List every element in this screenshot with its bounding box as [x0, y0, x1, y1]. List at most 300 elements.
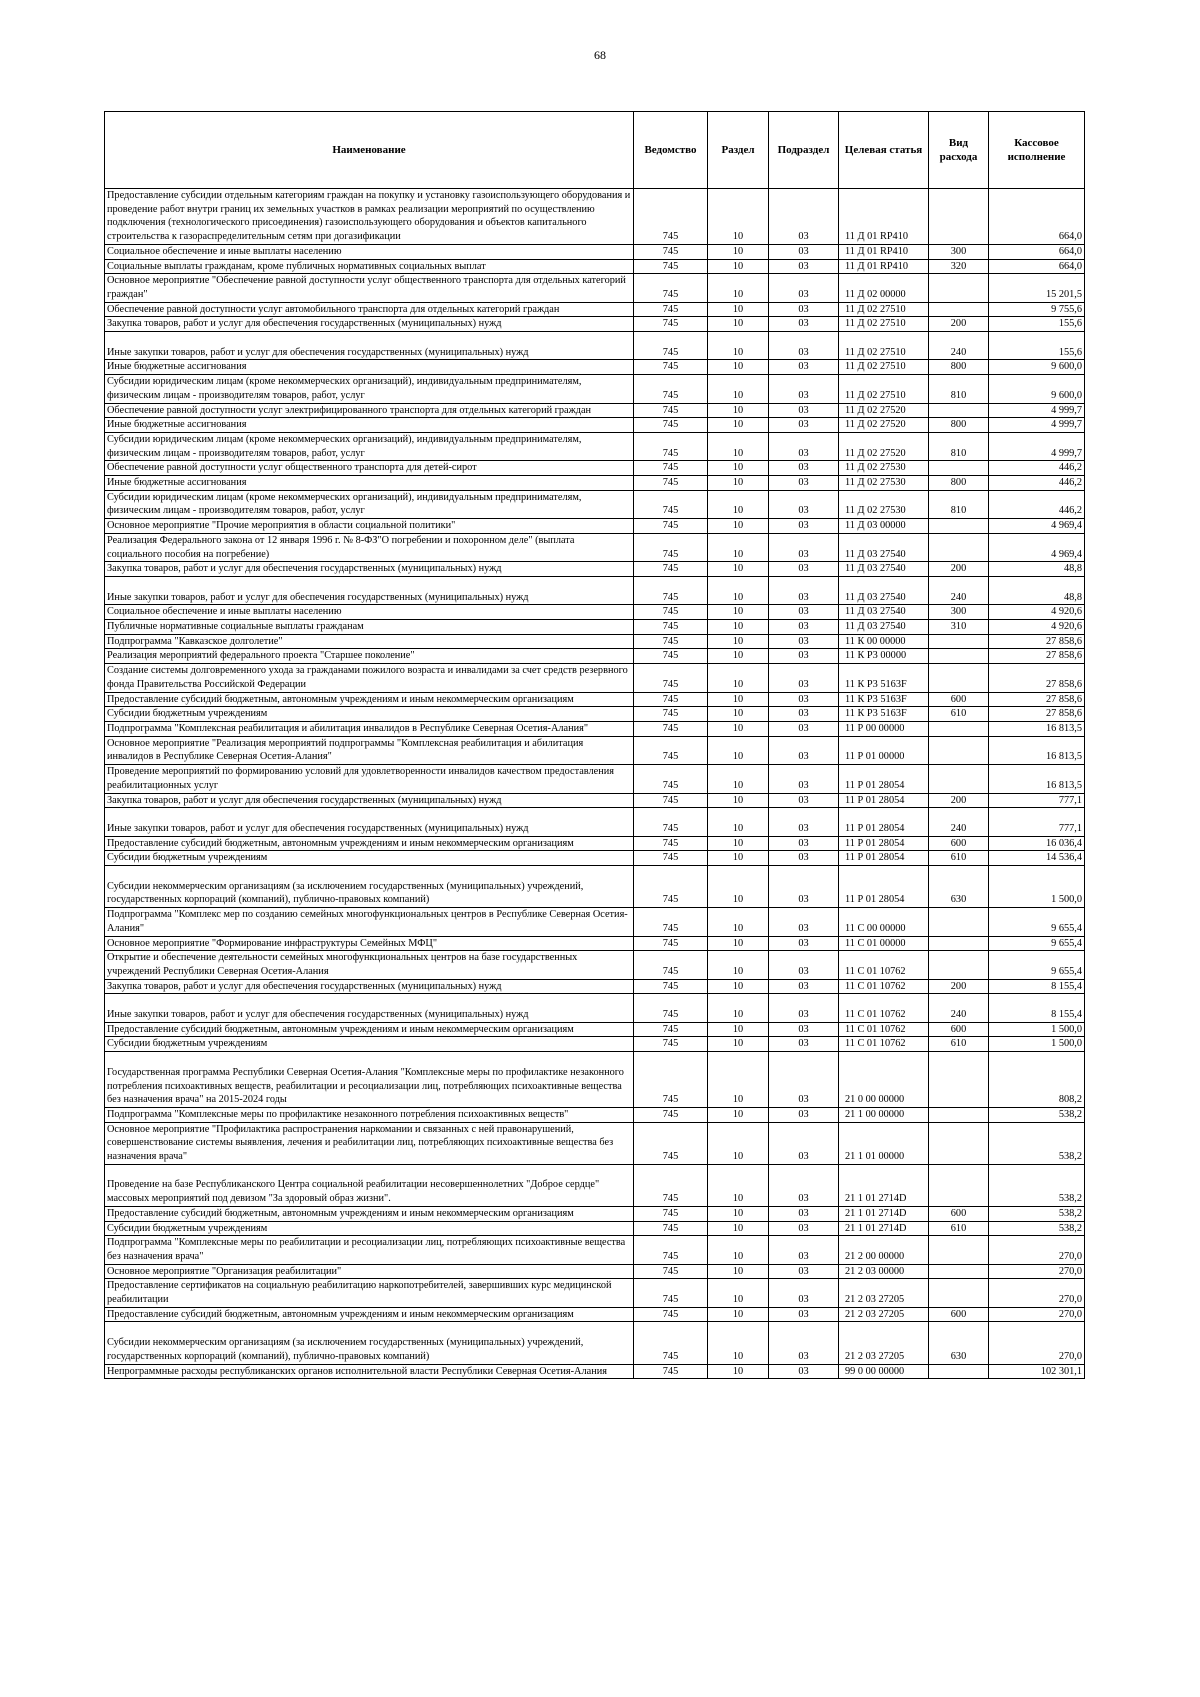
row-amount-cell: 48,8 [989, 576, 1085, 604]
row-expense-type-cell [929, 1236, 989, 1264]
row-amount-cell: 270,0 [989, 1322, 1085, 1364]
row-target-cell: 11 Д 02 27510 [839, 302, 929, 317]
row-expense-type-cell: 240 [929, 576, 989, 604]
row-section-cell: 10 [708, 1279, 769, 1307]
table-row [105, 707, 1085, 722]
row-expense-type-cell [929, 1264, 989, 1279]
row-target-cell: 11 С 00 00000 [839, 908, 929, 936]
row-name-cell: Субсидии бюджетным учреждениям [105, 1221, 634, 1236]
row-name-cell: Основное мероприятие "Организация реабилитации" [105, 1264, 634, 1279]
table-row [105, 332, 1085, 360]
row-target-cell: 21 2 03 27205 [839, 1322, 929, 1364]
table-row [105, 1037, 1085, 1052]
row-section-cell: 10 [708, 259, 769, 274]
row-subsection-cell: 03 [769, 1122, 839, 1164]
row-name-cell: Иные бюджетные ассигнования [105, 476, 634, 491]
table-row [105, 1236, 1085, 1264]
table-row [105, 274, 1085, 302]
row-subsection-cell: 03 [769, 375, 839, 403]
row-amount-cell: 4 969,4 [989, 533, 1085, 561]
table-row [105, 649, 1085, 664]
row-section-cell: 10 [708, 1022, 769, 1037]
row-dept-cell: 745 [634, 476, 708, 491]
row-amount-cell: 4 999,7 [989, 403, 1085, 418]
table-row [105, 634, 1085, 649]
row-expense-type-cell: 600 [929, 836, 989, 851]
row-dept-cell: 745 [634, 836, 708, 851]
row-name-cell: Непрограммные расходы республиканских органов исполнительной власти Республики Северная Осетия-Алания [105, 1364, 634, 1379]
row-section-cell: 10 [708, 533, 769, 561]
row-amount-cell: 4 999,7 [989, 418, 1085, 433]
row-name-cell: Открытие и обеспечение деятельности семейных многофункциональных центров на базе государственных учреждений Республики Северная Осетия-Алания [105, 951, 634, 979]
row-dept-cell: 745 [634, 461, 708, 476]
row-subsection-cell: 03 [769, 432, 839, 460]
row-amount-cell: 16 036,4 [989, 836, 1085, 851]
row-target-cell: 11 Р 01 28054 [839, 851, 929, 866]
row-expense-type-cell: 810 [929, 432, 989, 460]
row-expense-type-cell [929, 951, 989, 979]
row-dept-cell: 745 [634, 936, 708, 951]
row-expense-type-cell [929, 649, 989, 664]
row-section-cell: 10 [708, 1164, 769, 1206]
header-subsection: Подраздел [769, 112, 839, 189]
row-name-cell: Проведение на базе Республиканского Центра социальной реабилитации несовершеннолетних "Доброе сердце" массовых мероприятий под девизом "За здоровый образ жизни". [105, 1164, 634, 1206]
row-amount-cell: 4 920,6 [989, 605, 1085, 620]
row-amount-cell: 9 755,6 [989, 302, 1085, 317]
row-subsection-cell: 03 [769, 1107, 839, 1122]
table-row [105, 576, 1085, 604]
row-subsection-cell: 03 [769, 866, 839, 908]
row-name-cell: Иные закупки товаров, работ и услуг для обеспечения государственных (муниципальных) нужд [105, 576, 634, 604]
row-name-cell: Предоставление субсидий бюджетным, автономным учреждениям и иным некоммерческим организациям [105, 836, 634, 851]
row-name-cell: Иные бюджетные ассигнования [105, 418, 634, 433]
row-amount-cell: 270,0 [989, 1264, 1085, 1279]
row-section-cell: 10 [708, 1322, 769, 1364]
row-amount-cell: 538,2 [989, 1122, 1085, 1164]
row-expense-type-cell: 610 [929, 1221, 989, 1236]
table-row [105, 490, 1085, 518]
row-subsection-cell: 03 [769, 936, 839, 951]
row-subsection-cell: 03 [769, 360, 839, 375]
row-amount-cell: 8 155,4 [989, 994, 1085, 1022]
row-section-cell: 10 [708, 692, 769, 707]
row-target-cell: 21 1 01 2714D [839, 1206, 929, 1221]
row-name-cell: Закупка товаров, работ и услуг для обеспечения государственных (муниципальных) нужд [105, 979, 634, 994]
table-row [105, 1279, 1085, 1307]
row-name-cell: Иные закупки товаров, работ и услуг для обеспечения государственных (муниципальных) нужд [105, 808, 634, 836]
row-amount-cell: 664,0 [989, 189, 1085, 245]
row-target-cell: 11 Р 01 28054 [839, 836, 929, 851]
row-dept-cell: 745 [634, 634, 708, 649]
table-row [105, 244, 1085, 259]
row-amount-cell: 538,2 [989, 1107, 1085, 1122]
row-section-cell: 10 [708, 1206, 769, 1221]
row-subsection-cell: 03 [769, 908, 839, 936]
row-subsection-cell: 03 [769, 476, 839, 491]
row-name-cell: Социальное обеспечение и иные выплаты населению [105, 244, 634, 259]
row-section-cell: 10 [708, 403, 769, 418]
row-amount-cell: 446,2 [989, 490, 1085, 518]
row-dept-cell: 745 [634, 360, 708, 375]
row-expense-type-cell [929, 1279, 989, 1307]
row-expense-type-cell: 300 [929, 244, 989, 259]
row-target-cell: 11 Д 02 27510 [839, 332, 929, 360]
row-subsection-cell: 03 [769, 979, 839, 994]
row-name-cell: Предоставление сертификатов на социальную реабилитацию наркопотребителей, завершивших курс медицинской реабилитации [105, 1279, 634, 1307]
row-target-cell: 11 Р 01 28054 [839, 866, 929, 908]
table-row [105, 936, 1085, 951]
row-dept-cell: 745 [634, 866, 708, 908]
table-row [105, 1322, 1085, 1364]
row-name-cell: Предоставление субсидий бюджетным, автономным учреждениям и иным некоммерческим организациям [105, 692, 634, 707]
row-amount-cell: 9 655,4 [989, 908, 1085, 936]
row-amount-cell: 4 969,4 [989, 519, 1085, 534]
row-section-cell: 10 [708, 1364, 769, 1379]
row-section-cell: 10 [708, 836, 769, 851]
row-section-cell: 10 [708, 476, 769, 491]
table-row [105, 1164, 1085, 1206]
page-number: 68 [594, 48, 606, 62]
row-subsection-cell: 03 [769, 519, 839, 534]
row-amount-cell: 9 600,0 [989, 375, 1085, 403]
row-subsection-cell: 03 [769, 1052, 839, 1108]
table-row [105, 836, 1085, 851]
row-section-cell: 10 [708, 979, 769, 994]
row-amount-cell: 27 858,6 [989, 634, 1085, 649]
row-amount-cell: 446,2 [989, 476, 1085, 491]
row-target-cell: 11 С 01 00000 [839, 936, 929, 951]
row-dept-cell: 745 [634, 1279, 708, 1307]
row-expense-type-cell: 240 [929, 332, 989, 360]
row-name-cell: Публичные нормативные социальные выплаты гражданам [105, 620, 634, 635]
row-amount-cell: 155,6 [989, 332, 1085, 360]
row-expense-type-cell [929, 765, 989, 793]
row-target-cell: 11 Р 01 00000 [839, 736, 929, 764]
row-dept-cell: 745 [634, 908, 708, 936]
row-subsection-cell: 03 [769, 721, 839, 736]
table-row [105, 476, 1085, 491]
table-row [105, 1206, 1085, 1221]
row-subsection-cell: 03 [769, 736, 839, 764]
row-name-cell: Основное мероприятие "Прочие мероприятия в области социальной политики" [105, 519, 634, 534]
row-dept-cell: 745 [634, 519, 708, 534]
row-name-cell: Субсидии юридическим лицам (кроме некоммерческих организаций), индивидуальным предпринимателям, физическим лицам - производителям товаров, работ, услуг [105, 432, 634, 460]
row-dept-cell: 745 [634, 490, 708, 518]
row-dept-cell: 745 [634, 1022, 708, 1037]
row-subsection-cell: 03 [769, 851, 839, 866]
row-target-cell: 11 Д 02 27520 [839, 403, 929, 418]
row-subsection-cell: 03 [769, 418, 839, 433]
row-name-cell: Иные бюджетные ассигнования [105, 360, 634, 375]
table-row [105, 1221, 1085, 1236]
table-row [105, 259, 1085, 274]
row-expense-type-cell [929, 461, 989, 476]
row-subsection-cell: 03 [769, 533, 839, 561]
row-section-cell: 10 [708, 576, 769, 604]
row-section-cell: 10 [708, 707, 769, 722]
row-target-cell: 11 Д 02 27510 [839, 375, 929, 403]
table-row [105, 302, 1085, 317]
row-amount-cell: 538,2 [989, 1221, 1085, 1236]
row-name-cell: Социальные выплаты гражданам, кроме публичных нормативных социальных выплат [105, 259, 634, 274]
row-section-cell: 10 [708, 1122, 769, 1164]
row-subsection-cell: 03 [769, 951, 839, 979]
table-row [105, 979, 1085, 994]
row-amount-cell: 16 813,5 [989, 765, 1085, 793]
row-dept-cell: 745 [634, 274, 708, 302]
row-section-cell: 10 [708, 1221, 769, 1236]
row-subsection-cell: 03 [769, 620, 839, 635]
row-subsection-cell: 03 [769, 1164, 839, 1206]
row-target-cell: 11 Д 01 RP410 [839, 189, 929, 245]
row-name-cell: Основное мероприятие "Профилактика распространения наркомании и связанных с ней правонарушений, совершенствование системы выявления, лечения и реабилитации лиц, потребляющих психоактивные вещества без назначения врача" [105, 1122, 634, 1164]
row-section-cell: 10 [708, 432, 769, 460]
row-amount-cell: 27 858,6 [989, 707, 1085, 722]
row-name-cell: Предоставление субсидий бюджетным, автономным учреждениям и иным некоммерческим организациям [105, 1307, 634, 1322]
row-section-cell: 10 [708, 490, 769, 518]
row-section-cell: 10 [708, 808, 769, 836]
table-row [105, 1307, 1085, 1322]
row-dept-cell: 745 [634, 244, 708, 259]
row-dept-cell: 745 [634, 808, 708, 836]
row-expense-type-cell: 200 [929, 979, 989, 994]
row-name-cell: Проведение мероприятий по формированию условий для удовлетворенности инвалидов качеством предоставления реабилитационных услуг [105, 765, 634, 793]
row-expense-type-cell: 240 [929, 808, 989, 836]
row-target-cell: 11 К Р3 5163F [839, 692, 929, 707]
row-section-cell: 10 [708, 375, 769, 403]
row-subsection-cell: 03 [769, 836, 839, 851]
row-expense-type-cell [929, 403, 989, 418]
row-expense-type-cell: 630 [929, 1322, 989, 1364]
row-amount-cell: 27 858,6 [989, 649, 1085, 664]
row-section-cell: 10 [708, 274, 769, 302]
row-dept-cell: 745 [634, 765, 708, 793]
row-amount-cell: 777,1 [989, 793, 1085, 808]
table-row [105, 721, 1085, 736]
row-target-cell: 11 Д 02 27530 [839, 461, 929, 476]
row-amount-cell: 14 536,4 [989, 851, 1085, 866]
row-expense-type-cell [929, 533, 989, 561]
row-name-cell: Социальное обеспечение и иные выплаты населению [105, 605, 634, 620]
row-target-cell: 11 Р 01 28054 [839, 765, 929, 793]
row-dept-cell: 745 [634, 403, 708, 418]
row-section-cell: 10 [708, 1264, 769, 1279]
row-subsection-cell: 03 [769, 317, 839, 332]
row-amount-cell: 15 201,5 [989, 274, 1085, 302]
row-dept-cell: 745 [634, 1107, 708, 1122]
table-row [105, 1107, 1085, 1122]
row-amount-cell: 48,8 [989, 562, 1085, 577]
row-expense-type-cell [929, 936, 989, 951]
row-target-cell: 11 Д 02 27520 [839, 418, 929, 433]
row-amount-cell: 27 858,6 [989, 664, 1085, 692]
budget-table [104, 111, 1085, 1379]
row-name-cell: Подпрограмма "Кавказское долголетие" [105, 634, 634, 649]
row-section-cell: 10 [708, 1107, 769, 1122]
row-amount-cell: 1 500,0 [989, 866, 1085, 908]
row-expense-type-cell: 800 [929, 418, 989, 433]
row-section-cell: 10 [708, 634, 769, 649]
row-name-cell: Реализация Федерального закона от 12 января 1996 г. № 8-ФЗ"О погребении и похоронном деле" (выплата социального пособия на погребение) [105, 533, 634, 561]
row-name-cell: Подпрограмма "Комплекс мер по созданию семейных многофункциональных центров в Республике Северная Осетия-Алания" [105, 908, 634, 936]
row-dept-cell: 745 [634, 620, 708, 635]
row-expense-type-cell [929, 1052, 989, 1108]
row-subsection-cell: 03 [769, 461, 839, 476]
row-target-cell: 21 0 00 00000 [839, 1052, 929, 1108]
row-subsection-cell: 03 [769, 562, 839, 577]
row-target-cell: 11 Д 03 00000 [839, 519, 929, 534]
row-amount-cell: 446,2 [989, 461, 1085, 476]
row-amount-cell: 538,2 [989, 1206, 1085, 1221]
row-target-cell: 11 Д 01 RP410 [839, 244, 929, 259]
row-dept-cell: 745 [634, 1221, 708, 1236]
row-dept-cell: 745 [634, 432, 708, 460]
table-row [105, 951, 1085, 979]
table-row [105, 736, 1085, 764]
row-amount-cell: 664,0 [989, 244, 1085, 259]
row-name-cell: Обеспечение равной доступности услуг автомобильного транспорта для отдельных категорий граждан [105, 302, 634, 317]
row-target-cell: 11 С 01 10762 [839, 1022, 929, 1037]
row-section-cell: 10 [708, 951, 769, 979]
row-expense-type-cell: 810 [929, 490, 989, 518]
row-dept-cell: 745 [634, 1052, 708, 1108]
row-section-cell: 10 [708, 908, 769, 936]
row-name-cell: Закупка товаров, работ и услуг для обеспечения государственных (муниципальных) нужд [105, 793, 634, 808]
row-subsection-cell: 03 [769, 490, 839, 518]
row-section-cell: 10 [708, 1052, 769, 1108]
row-dept-cell: 745 [634, 692, 708, 707]
row-target-cell: 11 Д 03 27540 [839, 533, 929, 561]
row-target-cell: 21 2 03 27205 [839, 1307, 929, 1322]
row-name-cell: Субсидии юридическим лицам (кроме некоммерческих организаций), индивидуальным предпринимателям, физическим лицам - производителям товаров, работ, услуг [105, 490, 634, 518]
table-row [105, 793, 1085, 808]
row-section-cell: 10 [708, 1037, 769, 1052]
row-dept-cell: 745 [634, 375, 708, 403]
row-section-cell: 10 [708, 866, 769, 908]
row-dept-cell: 745 [634, 707, 708, 722]
row-name-cell: Иные закупки товаров, работ и услуг для обеспечения государственных (муниципальных) нужд [105, 994, 634, 1022]
table-row [105, 1122, 1085, 1164]
table-row [105, 403, 1085, 418]
row-expense-type-cell: 800 [929, 476, 989, 491]
header-expense-type: Вид расхода [929, 112, 989, 189]
table-row [105, 605, 1085, 620]
row-name-cell: Иные закупки товаров, работ и услуг для обеспечения государственных (муниципальных) нужд [105, 332, 634, 360]
table-row [105, 866, 1085, 908]
row-target-cell: 11 Д 03 27540 [839, 620, 929, 635]
row-subsection-cell: 03 [769, 244, 839, 259]
row-amount-cell: 777,1 [989, 808, 1085, 836]
row-amount-cell: 155,6 [989, 317, 1085, 332]
row-section-cell: 10 [708, 936, 769, 951]
row-amount-cell: 270,0 [989, 1236, 1085, 1264]
row-amount-cell: 9 655,4 [989, 936, 1085, 951]
row-expense-type-cell: 810 [929, 375, 989, 403]
table-row [105, 765, 1085, 793]
header-target: Целевая статья [839, 112, 929, 189]
row-subsection-cell: 03 [769, 1322, 839, 1364]
row-target-cell: 11 К Р3 5163F [839, 664, 929, 692]
row-subsection-cell: 03 [769, 274, 839, 302]
row-expense-type-cell [929, 908, 989, 936]
row-name-cell: Государственная программа Республики Северная Осетия-Алания "Комплексные меры по профилактике незаконного потребления психоактивных веществ, реабилитации и ресоциализации лиц, потребляющих психоактивные вещества без назначения врача" на 2015-2024 годы [105, 1052, 634, 1108]
row-name-cell: Обеспечение равной доступности услуг электрифицированного транспорта для отдельных категорий граждан [105, 403, 634, 418]
table-row [105, 562, 1085, 577]
row-target-cell: 11 Д 03 27540 [839, 562, 929, 577]
row-subsection-cell: 03 [769, 1279, 839, 1307]
row-dept-cell: 745 [634, 1206, 708, 1221]
row-name-cell: Предоставление субсидий бюджетным, автономным учреждениям и иным некоммерческим организациям [105, 1206, 634, 1221]
header-name: Наименование [105, 112, 634, 189]
row-amount-cell: 4 920,6 [989, 620, 1085, 635]
row-target-cell: 21 2 03 00000 [839, 1264, 929, 1279]
row-target-cell: 21 1 01 2714D [839, 1221, 929, 1236]
row-name-cell: Подпрограмма "Комплексная реабилитация и абилитация инвалидов в Республике Северная Осетия-Алания" [105, 721, 634, 736]
row-expense-type-cell [929, 1164, 989, 1206]
header-dept: Ведомство [634, 112, 708, 189]
table-row [105, 1052, 1085, 1108]
row-expense-type-cell: 630 [929, 866, 989, 908]
row-expense-type-cell: 600 [929, 1022, 989, 1037]
row-name-cell: Подпрограмма "Комплексные меры по профилактике незаконного потребления психоактивных веществ" [105, 1107, 634, 1122]
row-name-cell: Основное мероприятие "Реализация мероприятий подпрограммы "Комплексная реабилитация и абилитация инвалидов в Республике Северная Осетия-Алания" [105, 736, 634, 764]
row-expense-type-cell: 600 [929, 1307, 989, 1322]
row-name-cell: Предоставление субсидии отдельным категориям граждан на покупку и установку газоиспользующего оборудования и проведение работ внутри границ их земельных участков в рамках реализации мероприятий по осуществлению подключения (технологического присоединения) газоиспользующего оборудования и объектов капитального строительства к газораспределительным сетям при догазификации [105, 189, 634, 245]
row-section-cell: 10 [708, 302, 769, 317]
row-target-cell: 11 С 01 10762 [839, 994, 929, 1022]
row-subsection-cell: 03 [769, 1236, 839, 1264]
row-dept-cell: 745 [634, 736, 708, 764]
row-target-cell: 11 К Р3 00000 [839, 649, 929, 664]
row-expense-type-cell: 200 [929, 562, 989, 577]
row-section-cell: 10 [708, 765, 769, 793]
row-name-cell: Обеспечение равной доступности услуг общественного транспорта для детей-сирот [105, 461, 634, 476]
row-expense-type-cell: 800 [929, 360, 989, 375]
row-target-cell: 11 Д 03 27540 [839, 605, 929, 620]
row-name-cell: Предоставление субсидий бюджетным, автономным учреждениям и иным некоммерческим организациям [105, 1022, 634, 1037]
row-subsection-cell: 03 [769, 1037, 839, 1052]
row-subsection-cell: 03 [769, 302, 839, 317]
row-target-cell: 21 2 00 00000 [839, 1236, 929, 1264]
row-target-cell: 11 С 01 10762 [839, 951, 929, 979]
row-dept-cell: 745 [634, 418, 708, 433]
row-amount-cell: 270,0 [989, 1307, 1085, 1322]
row-expense-type-cell [929, 634, 989, 649]
row-section-cell: 10 [708, 620, 769, 635]
row-expense-type-cell: 610 [929, 707, 989, 722]
row-dept-cell: 745 [634, 189, 708, 245]
row-target-cell: 11 С 01 10762 [839, 979, 929, 994]
row-amount-cell: 808,2 [989, 1052, 1085, 1108]
row-target-cell: 11 Д 02 27510 [839, 317, 929, 332]
row-subsection-cell: 03 [769, 692, 839, 707]
row-dept-cell: 745 [634, 605, 708, 620]
row-expense-type-cell [929, 189, 989, 245]
row-section-cell: 10 [708, 562, 769, 577]
row-target-cell: 11 Д 01 RP410 [839, 259, 929, 274]
table-row [105, 808, 1085, 836]
row-section-cell: 10 [708, 317, 769, 332]
table-body [105, 189, 1085, 1379]
row-dept-cell: 745 [634, 562, 708, 577]
row-name-cell: Субсидии бюджетным учреждениям [105, 707, 634, 722]
row-subsection-cell: 03 [769, 403, 839, 418]
row-name-cell: Закупка товаров, работ и услуг для обеспечения государственных (муниципальных) нужд [105, 562, 634, 577]
row-amount-cell: 16 813,5 [989, 721, 1085, 736]
row-dept-cell: 745 [634, 533, 708, 561]
row-amount-cell: 1 500,0 [989, 1037, 1085, 1052]
row-subsection-cell: 03 [769, 1206, 839, 1221]
